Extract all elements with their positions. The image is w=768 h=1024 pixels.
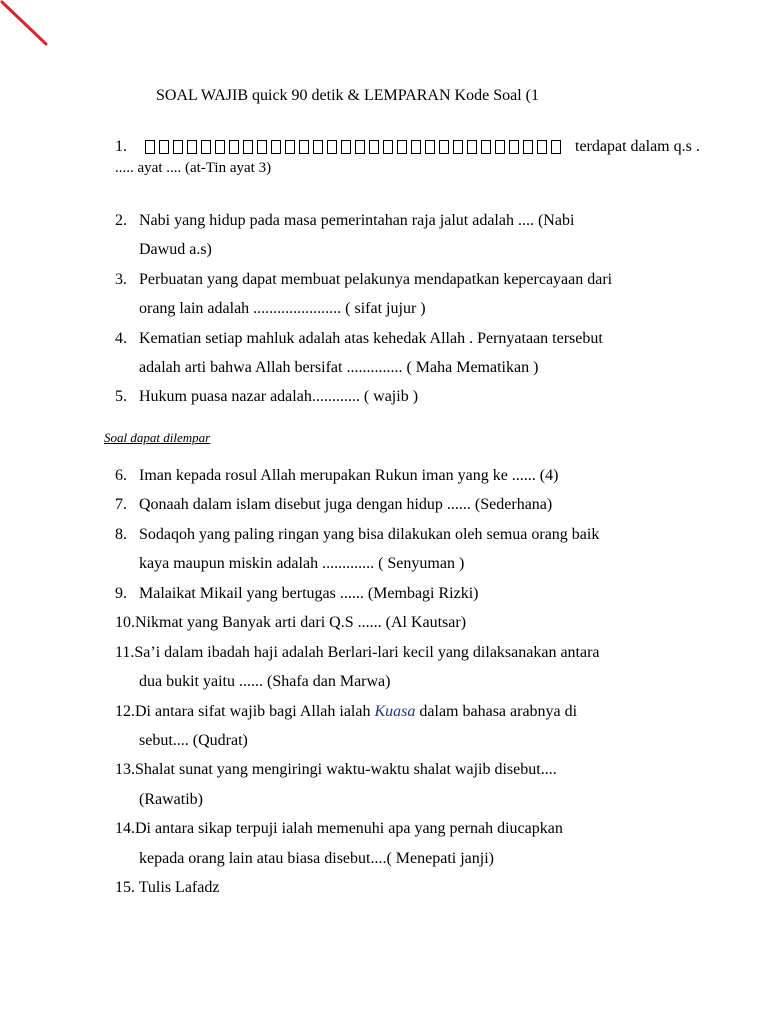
question-number: 3.: [115, 271, 127, 288]
question-number: 7.: [115, 496, 127, 513]
question-number: 2.: [115, 212, 127, 229]
question-text: 15. Tulis Lafadz: [115, 879, 220, 896]
missing-glyph-box: [439, 140, 449, 154]
page-title: SOAL WAJIB quick 90 detik & LEMPARAN Kode Soal (1: [156, 87, 539, 104]
question-number: 6.: [115, 467, 127, 484]
arabic-text-placeholder: [145, 140, 561, 154]
missing-glyph-box: [299, 140, 309, 154]
question-text: orang lain adalah ...................... ( sifat jujur ): [139, 300, 426, 317]
question-number: 9.: [115, 585, 127, 602]
missing-glyph-box: [411, 140, 421, 154]
missing-glyph-box: [495, 140, 505, 154]
italic-term: Kuasa: [374, 703, 416, 720]
question-number: 4.: [115, 330, 127, 347]
missing-glyph-box: [145, 140, 155, 154]
question-number: 8.: [115, 526, 127, 543]
missing-glyph-box: [187, 140, 197, 154]
missing-glyph-box: [537, 140, 547, 154]
missing-glyph-box: [313, 140, 323, 154]
question-text: Malaikat Mikail yang bertugas ...... (Membagi Rizki): [139, 585, 479, 602]
question-1-line-2: ..... ayat .... (at-Tin ayat 3): [115, 160, 272, 176]
missing-glyph-box: [467, 140, 477, 154]
section-heading: Soal dapat dilempar: [104, 430, 211, 445]
missing-glyph-box: [159, 140, 169, 154]
question-text: Nabi yang hidup pada masa pemerintahan raja jalut adalah .... (Nabi: [139, 212, 575, 229]
missing-glyph-box: [369, 140, 379, 154]
question-text: Kematian setiap mahluk adalah atas kehedak Allah . Pernyataan tersebut: [139, 330, 603, 347]
question-1-line-1: [115, 138, 700, 156]
missing-glyph-box: [229, 140, 239, 154]
red-diagonal-mark-icon: [0, 0, 60, 60]
missing-glyph-box: [271, 140, 281, 154]
missing-glyph-box: [355, 140, 365, 154]
question-text: 10.Nikmat yang Banyak arti dari Q.S ...... (Al Kautsar): [115, 614, 467, 631]
missing-glyph-box: [397, 140, 407, 154]
question-text: kaya maupun miskin adalah ............. ( Senyuman ): [139, 555, 465, 572]
question-text: sebut.... (Qudrat): [139, 732, 248, 749]
missing-glyph-box: [173, 140, 183, 154]
question-text: 11.Sa’i dalam ibadah haji adalah Berlari-lari kecil yang dilaksanakan antara: [115, 644, 600, 661]
missing-glyph-box: [201, 140, 211, 154]
question-text: Iman kepada rosul Allah merupakan Rukun iman yang ke ...... (4): [139, 467, 559, 484]
question-text: dua bukit yaitu ...... (Shafa dan Marwa): [139, 673, 391, 690]
question-text-part: dalam bahasa arabnya di: [415, 703, 578, 720]
missing-glyph-box: [257, 140, 267, 154]
question-text: (Rawatib): [139, 791, 203, 808]
question-text: Hukum puasa nazar adalah............ ( wajib ): [139, 388, 419, 405]
missing-glyph-box: [551, 140, 561, 154]
missing-glyph-box: [243, 140, 253, 154]
question-text: [115, 703, 577, 721]
question-text: Dawud a.s): [139, 241, 212, 258]
missing-glyph-box: [453, 140, 463, 154]
question-1-text: terdapat dalam q.s .: [575, 138, 700, 155]
missing-glyph-box: [509, 140, 519, 154]
question-text: Sodaqoh yang paling ringan yang bisa dilakukan oleh semua orang baik: [139, 526, 600, 543]
missing-glyph-box: [341, 140, 351, 154]
question-text-part: 12.Di antara sifat wajib bagi Allah ialah: [115, 703, 375, 720]
question-text: Perbuatan yang dapat membuat pelakunya mendapatkan kepercayaan dari: [139, 271, 613, 288]
question-text: kepada orang lain atau biasa disebut....( Menepati janji): [139, 850, 494, 867]
missing-glyph-box: [523, 140, 533, 154]
missing-glyph-box: [285, 140, 295, 154]
missing-glyph-box: [327, 140, 337, 154]
question-text: Qonaah dalam islam disebut juga dengan hidup ...... (Sederhana): [139, 496, 553, 513]
question-number: 5.: [115, 388, 127, 405]
question-text: 14.Di antara sikap terpuji ialah memenuhi apa yang pernah diucapkan: [115, 820, 563, 837]
missing-glyph-box: [215, 140, 225, 154]
question-1-number: 1.: [115, 138, 127, 155]
missing-glyph-box: [383, 140, 393, 154]
missing-glyph-box: [425, 140, 435, 154]
question-text: adalah arti bahwa Allah bersifat .............. ( Maha Mematikan ): [139, 359, 539, 376]
missing-glyph-box: [481, 140, 491, 154]
question-text: 13.Shalat sunat yang mengiringi waktu-waktu shalat wajib disebut....: [115, 761, 557, 778]
